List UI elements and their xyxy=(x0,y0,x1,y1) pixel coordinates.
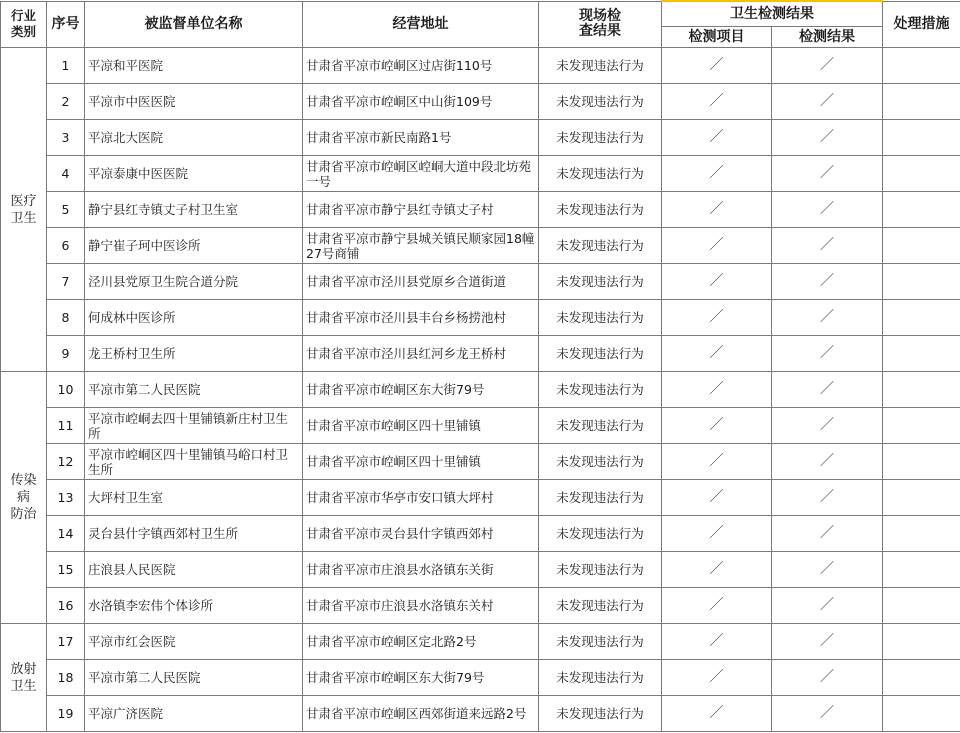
address-cell: 甘肃省平凉市崆峒区中山街109号 xyxy=(303,84,539,120)
measures-cell xyxy=(883,660,960,696)
measures-cell xyxy=(883,408,960,444)
measures-cell xyxy=(883,264,960,300)
seq-cell: 5 xyxy=(47,192,85,228)
inspection-result-cell: 未发现违法行为 xyxy=(539,120,662,156)
test-item-cell: ／ xyxy=(662,408,772,444)
seq-cell: 17 xyxy=(47,624,85,660)
seq-cell: 9 xyxy=(47,336,85,372)
seq-cell: 15 xyxy=(47,552,85,588)
test-result-cell: ／ xyxy=(772,228,883,264)
inspection-result-cell: 未发现违法行为 xyxy=(539,156,662,192)
measures-cell xyxy=(883,516,960,552)
measures-cell xyxy=(883,696,960,732)
inspection-result-cell: 未发现违法行为 xyxy=(539,588,662,624)
seq-cell: 19 xyxy=(47,696,85,732)
test-item-cell: ／ xyxy=(662,444,772,480)
table-row xyxy=(1,552,960,588)
unit-name-cell: 龙王桥村卫生所 xyxy=(85,336,303,372)
category-cell xyxy=(1,48,47,372)
unit-name-cell: 庄浪县人民医院 xyxy=(85,552,303,588)
seq-cell: 16 xyxy=(47,588,85,624)
measures-cell xyxy=(883,372,960,408)
category-label: 卫生 xyxy=(10,210,37,226)
test-item-cell: ／ xyxy=(662,372,772,408)
address-cell: 甘肃省平凉市泾川县党原乡合道街道 xyxy=(303,264,539,300)
header-hygiene-result: 卫生检测结果 xyxy=(662,1,883,27)
address-cell: 甘肃省平凉市庄浪县水洛镇东关村 xyxy=(303,588,539,624)
measures-cell xyxy=(883,84,960,120)
measures-cell xyxy=(883,624,960,660)
table-row xyxy=(1,480,960,516)
test-result-cell: ／ xyxy=(772,480,883,516)
test-result-cell: ／ xyxy=(772,120,883,156)
table-row xyxy=(1,264,960,300)
unit-name-cell: 灵台县什字镇西郊村卫生所 xyxy=(85,516,303,552)
inspection-result-cell: 未发现违法行为 xyxy=(539,336,662,372)
address-cell: 甘肃省平凉市灵台县什字镇西郊村 xyxy=(303,516,539,552)
header-seq: 序号 xyxy=(47,1,85,48)
unit-name-cell: 平凉北大医院 xyxy=(85,120,303,156)
header-test-item: 检测项目 xyxy=(662,27,772,48)
measures-cell xyxy=(883,480,960,516)
header-measures: 处理措施 xyxy=(883,1,960,48)
seq-cell: 13 xyxy=(47,480,85,516)
address-cell: 甘肃省平凉市崆峒区东大街79号 xyxy=(303,660,539,696)
inspection-result-cell: 未发现违法行为 xyxy=(539,192,662,228)
unit-name-cell: 平凉市第二人民医院 xyxy=(85,372,303,408)
unit-name-cell: 平凉市崆峒区四十里铺镇马峪口村卫生所 xyxy=(85,444,303,480)
category-cell xyxy=(1,624,47,732)
unit-name-cell: 静宁县红寺镇丈子村卫生室 xyxy=(85,192,303,228)
inspection-result-cell: 未发现违法行为 xyxy=(539,696,662,732)
table-row xyxy=(1,84,960,120)
test-result-cell: ／ xyxy=(772,84,883,120)
table-row xyxy=(1,192,960,228)
inspection-result-cell: 未发现违法行为 xyxy=(539,228,662,264)
unit-name-cell: 平凉市崆峒去四十里铺镇新庄村卫生所 xyxy=(85,408,303,444)
table-row xyxy=(1,300,960,336)
header-inspection-result: 现场检 查结果 xyxy=(539,1,662,48)
measures-cell xyxy=(883,300,960,336)
unit-name-cell: 平凉泰康中医医院 xyxy=(85,156,303,192)
category-label: 卫生 xyxy=(10,678,37,694)
address-cell: 甘肃省平凉市泾川县红河乡龙王桥村 xyxy=(303,336,539,372)
measures-cell xyxy=(883,120,960,156)
inspection-result-cell: 未发现违法行为 xyxy=(539,480,662,516)
table-row xyxy=(1,228,960,264)
inspection-result-cell: 未发现违法行为 xyxy=(539,372,662,408)
address-cell: 甘肃省平凉市崆峒区四十里铺镇 xyxy=(303,444,539,480)
address-cell: 甘肃省平凉市崆峒区过店街110号 xyxy=(303,48,539,84)
test-result-cell: ／ xyxy=(772,552,883,588)
header-address: 经营地址 xyxy=(303,1,539,48)
test-item-cell: ／ xyxy=(662,516,772,552)
seq-cell: 12 xyxy=(47,444,85,480)
table-row xyxy=(1,696,960,732)
unit-name-cell: 平凉市红会医院 xyxy=(85,624,303,660)
table-row xyxy=(1,156,960,192)
unit-name-cell: 静宁崔子珂中医诊所 xyxy=(85,228,303,264)
measures-cell xyxy=(883,228,960,264)
address-cell: 甘肃省平凉市静宁县红寺镇丈子村 xyxy=(303,192,539,228)
measures-cell xyxy=(883,336,960,372)
unit-name-cell: 平凉市中医医院 xyxy=(85,84,303,120)
seq-cell: 8 xyxy=(47,300,85,336)
test-item-cell: ／ xyxy=(662,696,772,732)
inspection-result-cell: 未发现违法行为 xyxy=(539,552,662,588)
category-label: 防治 xyxy=(10,507,37,522)
test-result-cell: ／ xyxy=(772,156,883,192)
test-item-cell: ／ xyxy=(662,552,772,588)
category-label: 放射 xyxy=(10,661,37,677)
test-item-cell: ／ xyxy=(662,120,772,156)
test-result-cell: ／ xyxy=(772,588,883,624)
test-result-cell: ／ xyxy=(772,372,883,408)
address-cell: 甘肃省平凉市崆峒区四十里铺镇 xyxy=(303,408,539,444)
inspection-result-cell: 未发现违法行为 xyxy=(539,444,662,480)
category-cell xyxy=(1,372,47,624)
test-result-cell: ／ xyxy=(772,192,883,228)
test-result-cell: ／ xyxy=(772,336,883,372)
test-item-cell: ／ xyxy=(662,624,772,660)
seq-cell: 3 xyxy=(47,120,85,156)
seq-cell: 11 xyxy=(47,408,85,444)
test-item-cell: ／ xyxy=(662,156,772,192)
seq-cell: 7 xyxy=(47,264,85,300)
address-cell: 甘肃省平凉市崆峒区崆峒大道中段北坊苑一号 xyxy=(303,156,539,192)
table-row xyxy=(1,516,960,552)
test-item-cell: ／ xyxy=(662,588,772,624)
header-category: 行业 类别 xyxy=(1,1,47,48)
test-result-cell: ／ xyxy=(772,300,883,336)
measures-cell xyxy=(883,156,960,192)
test-result-cell: ／ xyxy=(772,444,883,480)
table-row xyxy=(1,48,960,84)
category-label: 传染 xyxy=(10,473,37,488)
category-label: 病 xyxy=(16,490,30,505)
seq-cell: 18 xyxy=(47,660,85,696)
seq-cell: 4 xyxy=(47,156,85,192)
unit-name-cell: 大坪村卫生室 xyxy=(85,480,303,516)
inspection-result-cell: 未发现违法行为 xyxy=(539,84,662,120)
seq-cell: 2 xyxy=(47,84,85,120)
table-row xyxy=(1,588,960,624)
category-label: 医疗 xyxy=(10,193,37,209)
address-cell: 甘肃省平凉市崆峒区定北路2号 xyxy=(303,624,539,660)
test-result-cell: ／ xyxy=(772,696,883,732)
address-cell: 甘肃省平凉市泾川县丰台乡杨捞池村 xyxy=(303,300,539,336)
test-item-cell: ／ xyxy=(662,228,772,264)
seq-cell: 10 xyxy=(47,372,85,408)
measures-cell xyxy=(883,192,960,228)
address-cell: 甘肃省平凉市庄浪县水洛镇东关街 xyxy=(303,552,539,588)
unit-name-cell: 泾川县党原卫生院合道分院 xyxy=(85,264,303,300)
test-result-cell: ／ xyxy=(772,624,883,660)
table-row xyxy=(1,408,960,444)
measures-cell xyxy=(883,444,960,480)
unit-name-cell: 平凉市第二人民医院 xyxy=(85,660,303,696)
table-row xyxy=(1,120,960,156)
unit-name-cell: 平凉广济医院 xyxy=(85,696,303,732)
test-result-cell: ／ xyxy=(772,408,883,444)
measures-cell xyxy=(883,552,960,588)
inspection-result-cell: 未发现违法行为 xyxy=(539,516,662,552)
test-result-cell: ／ xyxy=(772,48,883,84)
address-cell: 甘肃省平凉市新民南路1号 xyxy=(303,120,539,156)
table-row xyxy=(1,372,960,408)
seq-cell: 6 xyxy=(47,228,85,264)
test-result-cell: ／ xyxy=(772,264,883,300)
table-row xyxy=(1,444,960,480)
test-item-cell: ／ xyxy=(662,264,772,300)
unit-name-cell: 水洛镇李宏伟个体诊所 xyxy=(85,588,303,624)
address-cell: 甘肃省平凉市崆峒区西郊街道来远路2号 xyxy=(303,696,539,732)
seq-cell: 1 xyxy=(47,48,85,84)
header-test-result: 检测结果 xyxy=(772,27,883,48)
test-item-cell: ／ xyxy=(662,84,772,120)
unit-name-cell: 何成林中医诊所 xyxy=(85,300,303,336)
inspection-result-cell: 未发现违法行为 xyxy=(539,300,662,336)
table-row xyxy=(1,660,960,696)
test-item-cell: ／ xyxy=(662,192,772,228)
inspection-result-cell: 未发现违法行为 xyxy=(539,624,662,660)
measures-cell xyxy=(883,48,960,84)
test-item-cell: ／ xyxy=(662,336,772,372)
test-item-cell: ／ xyxy=(662,660,772,696)
address-cell: 甘肃省平凉市静宁县城关镇民顺家园18幢27号商铺 xyxy=(303,228,539,264)
unit-name-cell: 平凉和平医院 xyxy=(85,48,303,84)
inspection-result-cell: 未发现违法行为 xyxy=(539,264,662,300)
test-result-cell: ／ xyxy=(772,660,883,696)
table-row xyxy=(1,336,960,372)
address-cell: 甘肃省平凉市崆峒区东大街79号 xyxy=(303,372,539,408)
test-item-cell: ／ xyxy=(662,300,772,336)
test-result-cell: ／ xyxy=(772,516,883,552)
table-row xyxy=(1,624,960,660)
seq-cell: 14 xyxy=(47,516,85,552)
header-unit-name: 被监督单位名称 xyxy=(85,1,303,48)
test-item-cell: ／ xyxy=(662,48,772,84)
measures-cell xyxy=(883,588,960,624)
table-body xyxy=(1,48,960,732)
inspection-result-cell: 未发现违法行为 xyxy=(539,48,662,84)
test-item-cell: ／ xyxy=(662,480,772,516)
inspection-result-cell: 未发现违法行为 xyxy=(539,660,662,696)
address-cell: 甘肃省平凉市华亭市安口镇大坪村 xyxy=(303,480,539,516)
inspection-result-cell: 未发现违法行为 xyxy=(539,408,662,444)
